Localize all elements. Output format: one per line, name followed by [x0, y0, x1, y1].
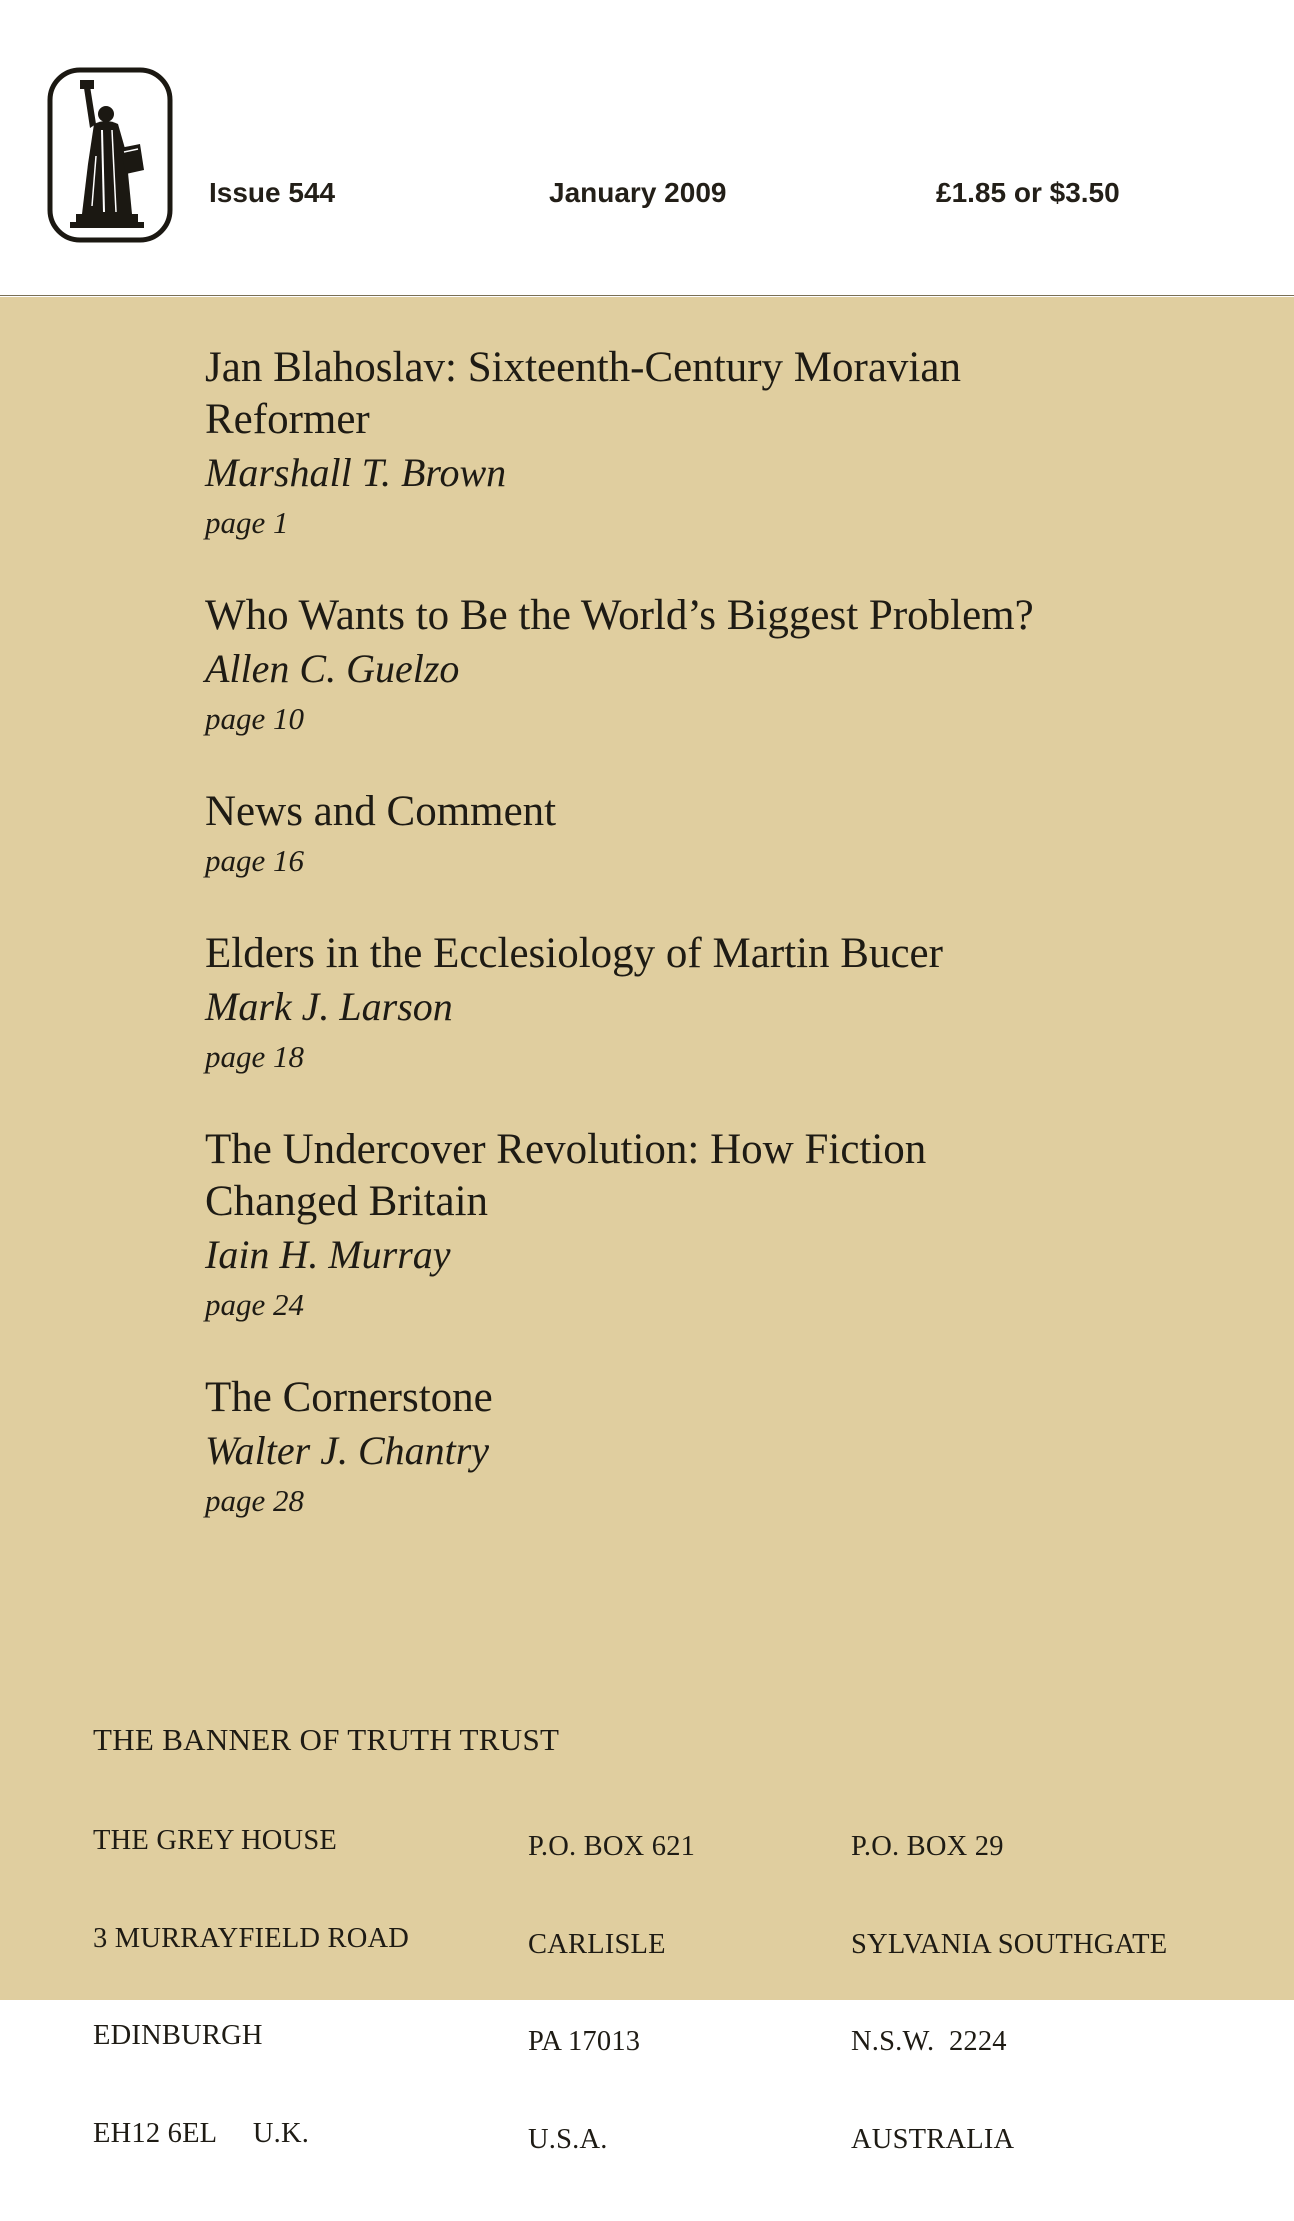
article-page: page 1 — [205, 505, 289, 540]
table-of-contents — [205, 342, 1105, 1568]
article-title-line: Reformer — [205, 396, 370, 443]
article-title-line: The Undercover Revolution: How Fiction — [205, 1126, 927, 1173]
address-line: PA 17013 — [528, 2026, 641, 2057]
article-entry — [205, 1124, 1105, 1328]
address-line: N.S.W. 2224 — [851, 2026, 1007, 2057]
issue-number: Issue 544 — [209, 177, 336, 208]
article-entry — [205, 928, 1105, 1080]
article-title — [205, 590, 1105, 642]
article-author: Allen C. Guelzo — [205, 646, 460, 691]
article-author: Iain H. Murray — [205, 1232, 451, 1277]
address-line: P.O. BOX 621 — [528, 1831, 696, 1862]
article-entry — [205, 342, 1105, 546]
article-entry — [205, 786, 1105, 884]
cover-panel — [0, 297, 1294, 2155]
masthead — [0, 0, 1294, 296]
article-title-line: Who Wants to Be the World’s Biggest Problem? — [205, 592, 1034, 639]
reformer-statue-emblem-icon — [46, 66, 174, 244]
article-title-line: News and Comment — [205, 788, 557, 835]
address-uk — [93, 1760, 409, 2215]
article-title-line: Elders in the Ecclesiology of Martin Bucer — [205, 930, 943, 977]
article-author: Walter J. Chantry — [205, 1428, 490, 1473]
article-page: page 24 — [205, 1287, 305, 1322]
article-page: page 16 — [205, 843, 305, 878]
article-title-line: Changed Britain — [205, 1178, 489, 1225]
article-title — [205, 342, 1105, 446]
article-page: page 10 — [205, 701, 305, 736]
address-line: U.S.A. — [528, 2123, 608, 2155]
article-entry — [205, 1372, 1105, 1524]
address-australia — [851, 1766, 1167, 2221]
article-author: Marshall T. Brown — [205, 450, 507, 495]
address-line: P.O. BOX 29 — [851, 1831, 1004, 1862]
article-page: page 28 — [205, 1483, 305, 1518]
article-title-line: The Cornerstone — [205, 1374, 493, 1421]
address-usa — [528, 1766, 695, 2221]
address-line: CARLISLE — [528, 1928, 666, 1960]
article-title-line: Jan Blahoslav: Sixteenth-Century Moravian — [205, 344, 961, 391]
article-author: Mark J. Larson — [205, 984, 453, 1029]
address-line: AUSTRALIA — [851, 2123, 1015, 2155]
publisher-name: THE BANNER OF TRUTH TRUST — [93, 1722, 560, 1757]
article-title — [205, 786, 1105, 838]
article-title — [205, 1124, 1105, 1228]
issue-date: January 2009 — [549, 177, 727, 208]
address-line: SYLVANIA SOUTHGATE — [851, 1928, 1168, 1960]
address-line: EDINBURGH — [93, 2020, 263, 2051]
article-entry — [205, 590, 1105, 742]
issue-price: £1.85 or $3.50 — [936, 177, 1120, 208]
address-line: 3 MURRAYFIELD ROAD — [93, 1922, 410, 1954]
article-page: page 18 — [205, 1039, 305, 1074]
article-title — [205, 1372, 1105, 1424]
address-line: EH12 6EL U.K. — [93, 2117, 310, 2149]
article-title — [205, 928, 1105, 980]
address-line: THE GREY HOUSE — [93, 1825, 337, 1856]
